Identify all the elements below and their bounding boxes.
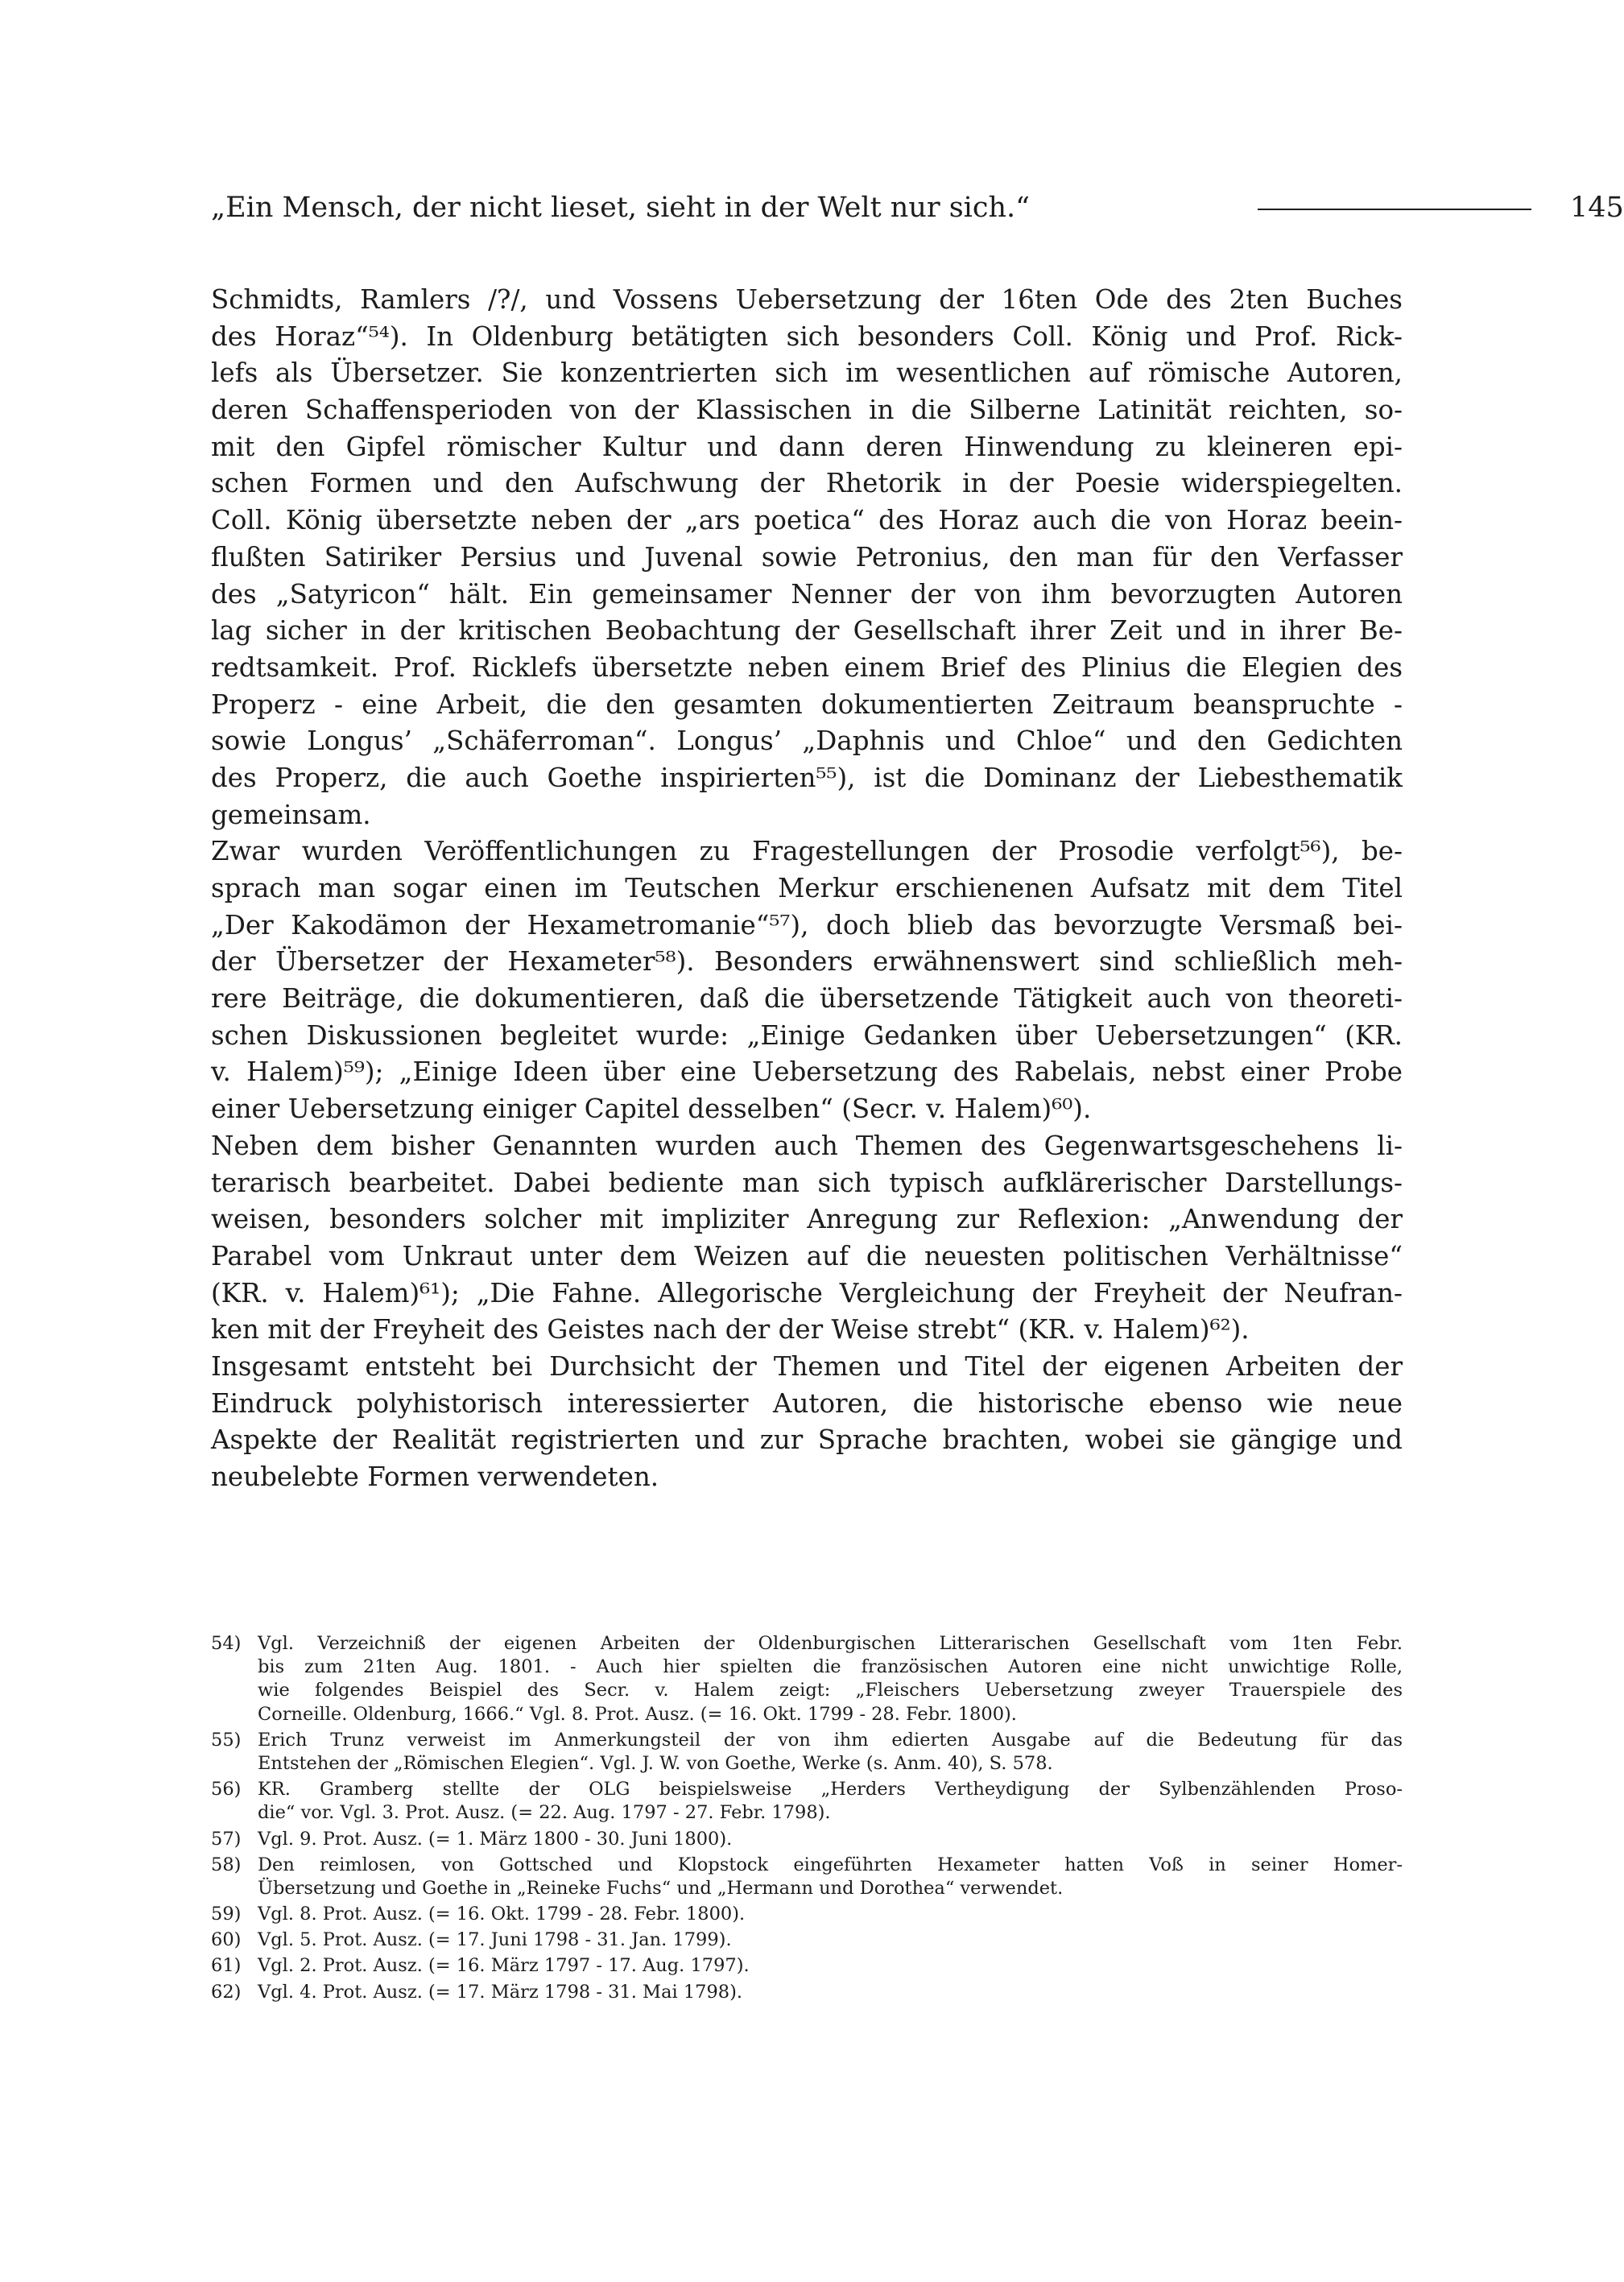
body-line: Parabel vom Unkraut unter dem Weizen auf die neuesten politischen Verhältnisse“ — [211, 1240, 1403, 1271]
footnote-line: die“ vor. Vgl. 3. Prot. Ausz. (= 22. Aug. 1797 - 27. Febr. 1798). — [258, 1802, 831, 1824]
footnote-line: Vgl. 5. Prot. Ausz. (= 17. Juni 1798 - 31. Jan. 1799). — [258, 1929, 732, 1951]
body-line: Neben dem bisher Genannten wurden auch Themen des Gegenwartsgeschehens li- — [211, 1130, 1403, 1161]
body-line: terarisch bearbeitet. Dabei bediente man sich typisch aufklärerischer Darstellungs- — [211, 1167, 1403, 1198]
footnote-line: Vgl. 8. Prot. Ausz. (= 16. Okt. 1799 - 28. Febr. 1800). — [258, 1904, 746, 1925]
footnote — [211, 1981, 1403, 2004]
body-line: weisen, besonders solcher mit impliziter Anregung zur Reflexion: „Anwendung der — [211, 1204, 1403, 1235]
body-line: Properz - eine Arbeit, die den gesamten dokumentierten Zeitraum beanspruchte - — [211, 688, 1403, 720]
footnote-number: 56) — [211, 1779, 242, 1800]
footnote — [211, 1828, 1403, 1851]
footnote-number: 61) — [211, 1955, 242, 1977]
body-line: sprach man sogar einen im Teutschen Merkur erschienenen Aufsatz mit dem Titel — [211, 873, 1403, 903]
footnote-line: Vgl. 9. Prot. Ausz. (= 1. März 1800 - 30. Juni 1800). — [258, 1828, 733, 1850]
header-rule — [1258, 209, 1531, 210]
body-line: Aspekte der Realität registrierten und zur Sprache brachten, wobei sie gängige und — [211, 1424, 1403, 1456]
body-line: einer Uebersetzung einiger Capitel desselben“ (Secr. v. Halem)⁶⁰). — [211, 1093, 1092, 1125]
footnote-line: KR. Gramberg stellte der OLG beispielsweise „Herders Vertheydigung der Sylbenzählenden Proso- — [258, 1779, 1403, 1800]
footnote — [211, 1929, 1403, 1952]
footnote — [211, 1854, 1403, 1900]
body-line: ken mit der Freyheit des Geistes nach der der Weise strebt“ (KR. v. Halem)⁶²). — [211, 1314, 1250, 1346]
body-line: des Properz, die auch Goethe inspirierten⁵⁵), ist die Dominanz der Liebesthematik — [211, 762, 1403, 793]
footnote-line: wie folgendes Beispiel des Secr. v. Halem zeigt: „Fleischers Uebersetzung zweyer Trauerspiele des — [258, 1680, 1403, 1701]
body-line: flußten Satiriker Persius und Juvenal sowie Petronius, den man für den Verfasser — [211, 541, 1403, 573]
footnote — [211, 1778, 1403, 1825]
body-line: Insgesamt entsteht bei Durchsicht der Themen und Titel der eigenen Arbeiten der — [211, 1350, 1403, 1382]
running-title: „Ein Mensch, der nicht lieset, sieht in der Welt nur sich.“ — [211, 192, 1031, 224]
footnote-line: Vgl. Verzeichniß der eigenen Arbeiten der Oldenburgischen Litterarischen Gesellschaft vom 1ten Febr. — [258, 1633, 1403, 1654]
body-line: des „Satyricon“ hält. Ein gemeinsamer Nenner der von ihm bevorzugten Autoren — [211, 578, 1403, 610]
body-line: (KR. v. Halem)⁶¹); „Die Fahne. Allegorische Vergleichung der Freyheit der Neufran- — [211, 1277, 1403, 1308]
body-line: der Übersetzer der Hexameter⁵⁸). Besonders erwähnenswert sind schließlich meh- — [211, 946, 1403, 978]
body-line: lefs als Übersetzer. Sie konzentrierten sich im wesentlichen auf römische Autoren, — [211, 358, 1403, 389]
body-line: Eindruck polyhistorisch interessierter Autoren, die historische ebenso wie neue — [211, 1387, 1403, 1419]
running-header — [211, 184, 1624, 232]
body-line: „Der Kakodämon der Hexametromanie“⁵⁷), doch blieb das bevorzugte Versmaß bei- — [211, 909, 1403, 940]
footnote — [211, 1903, 1403, 1926]
footnote-line: Den reimlosen, von Gottsched und Klopstock eingeführten Hexameter hatten Voß in seiner Homer- — [258, 1854, 1403, 1875]
body-line: Zwar wurden Veröffentlichungen zu Fragestellungen der Prosodie verfolgt⁵⁶), be- — [211, 836, 1403, 867]
body-line: des Horaz“⁵⁴). In Oldenburg betätigten sich besonders Coll. König und Prof. Rick- — [211, 320, 1403, 352]
body-line: Schmidts, Ramlers /?/, und Vossens Uebersetzung der 16ten Ode des 2ten Buches — [211, 284, 1403, 315]
body-line: sowie Longus’ „Schäferroman“. Longus’ „Daphnis und Chloe“ und den Gedichten — [211, 726, 1403, 757]
footnote-number: 59) — [211, 1904, 242, 1925]
body-line: v. Halem)⁵⁹); „Einige Ideen über eine Uebersetzung des Rabelais, nebst einer Probe — [211, 1056, 1403, 1088]
footnote-number: 58) — [211, 1854, 242, 1875]
footnote-number: 57) — [211, 1828, 242, 1850]
footnote — [211, 1729, 1403, 1776]
page-number: 145 — [1570, 192, 1624, 224]
footnote-number: 60) — [211, 1929, 242, 1951]
body-text — [211, 282, 1403, 1496]
footnote-line: bis zum 21ten Aug. 1801. - Auch hier spielten die französischen Autoren eine nicht unwichtige Rolle, — [258, 1656, 1403, 1678]
footnote-line: Übersetzung und Goethe in „Reineke Fuchs“ und „Hermann und Dorothea“ verwendet. — [258, 1877, 1064, 1899]
body-line: deren Schaffensperioden von der Klassischen in die Silberne Latinität reichten, so- — [211, 395, 1403, 426]
footnote-line: Erich Trunz verweist im Anmerkungsteil der von ihm edierten Ausgabe auf die Bedeutung für das — [258, 1729, 1403, 1751]
footnote-line: Entstehen der „Römischen Elegien“. Vgl. J. W. von Goethe, Werke (s. Anm. 40), S. 578. — [258, 1752, 1053, 1774]
footnote-number: 55) — [211, 1729, 242, 1751]
body-line: rere Beiträge, die dokumentieren, daß die übersetzende Tätigkeit auch von theoreti- — [211, 983, 1403, 1015]
footnote-number: 62) — [211, 1981, 242, 2003]
body-line: schen Formen und den Aufschwung der Rhetorik in der Poesie widerspiegelten. — [211, 468, 1403, 499]
footnote — [211, 1954, 1403, 1978]
footnote-line: Vgl. 2. Prot. Ausz. (= 16. März 1797 - 17. Aug. 1797). — [258, 1955, 750, 1977]
footnote-line: Corneille. Oldenburg, 1666.“ Vgl. 8. Prot. Ausz. (= 16. Okt. 1799 - 28. Febr. 1800). — [258, 1703, 1017, 1725]
footnote-number: 54) — [211, 1633, 242, 1654]
body-line: Coll. König übersetzte neben der „ars poetica“ des Horaz auch die von Horaz beein- — [211, 505, 1403, 536]
body-line: redtsamkeit. Prof. Ricklefs übersetzte neben einem Brief des Plinius die Elegien des — [211, 651, 1403, 683]
footnote-line: Vgl. 4. Prot. Ausz. (= 17. März 1798 - 31. Mai 1798). — [258, 1981, 743, 2003]
footnotes — [211, 1632, 1403, 2007]
footnote — [211, 1632, 1403, 1726]
body-line: gemeinsam. — [211, 799, 371, 830]
body-line: mit den Gipfel römischer Kultur und dann deren Hinwendung zu kleineren epi- — [211, 431, 1403, 462]
body-line: lag sicher in der kritischen Beobachtung der Gesellschaft ihrer Zeit und in ihrer Be- — [211, 615, 1403, 647]
body-line: neubelebte Formen verwendeten. — [211, 1461, 659, 1492]
body-line: schen Diskussionen begleitet wurde: „Einige Gedanken über Uebersetzungen“ (KR. — [211, 1019, 1403, 1051]
